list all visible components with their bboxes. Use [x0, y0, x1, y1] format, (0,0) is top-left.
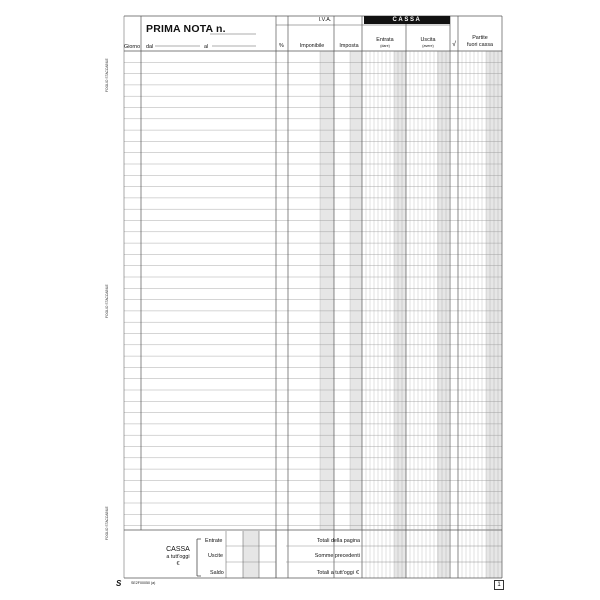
side-note-top: FOGLIO STACCABILE [105, 58, 109, 92]
imposta-label: Imposta [339, 43, 359, 49]
totali-oggi-label: Totali a tutt'oggi [316, 570, 354, 576]
saldo-label: Saldo [210, 570, 224, 576]
cassa-oggi-title: CASSA [166, 546, 190, 553]
iva-label: I.V.A. [318, 17, 332, 23]
side-note-bottom: FOGLIO STACCABILE [105, 506, 109, 540]
check-mark-icon: √ [452, 41, 456, 48]
uscite-label: Uscite [208, 553, 223, 559]
al-label: al [204, 44, 209, 50]
imponibile-label: Imponibile [299, 43, 325, 49]
partite-label-1: Partite [472, 35, 488, 41]
form-code: SE2F00050 (a) [131, 581, 156, 585]
dal-label: dal [146, 44, 154, 50]
cassa-oggi-subtitle: a tutt'oggi [166, 554, 190, 560]
uscita-label: Uscita [420, 37, 436, 43]
entrata-label: Entrata [376, 37, 394, 43]
form-title: PRIMA NOTA n. [146, 23, 226, 35]
cassa-footer-shade [243, 531, 259, 578]
totali-oggi-currency: € [356, 570, 359, 576]
side-note-middle: FOGLIO STACCABILE [105, 284, 109, 318]
uscita-sublabel: (avere) [422, 44, 434, 48]
somme-precedenti-label: Somme precedenti [314, 553, 360, 559]
page-number: 1 [494, 580, 504, 590]
brand-logo: S [116, 579, 122, 588]
imponibile-shade [320, 51, 334, 530]
entrate-label: Entrate [205, 538, 223, 544]
imposta-shade [350, 51, 362, 530]
cassa-currency: € [176, 561, 180, 567]
partite-label-2: fuori cassa [466, 42, 494, 48]
cassa-header: CASSA [364, 16, 450, 24]
entrata-sublabel: (dare) [380, 44, 390, 48]
giorno-label: Giorno [124, 44, 141, 50]
percent-label: % [279, 43, 284, 49]
totali-pagina-label: Totali della pagina [316, 538, 360, 544]
